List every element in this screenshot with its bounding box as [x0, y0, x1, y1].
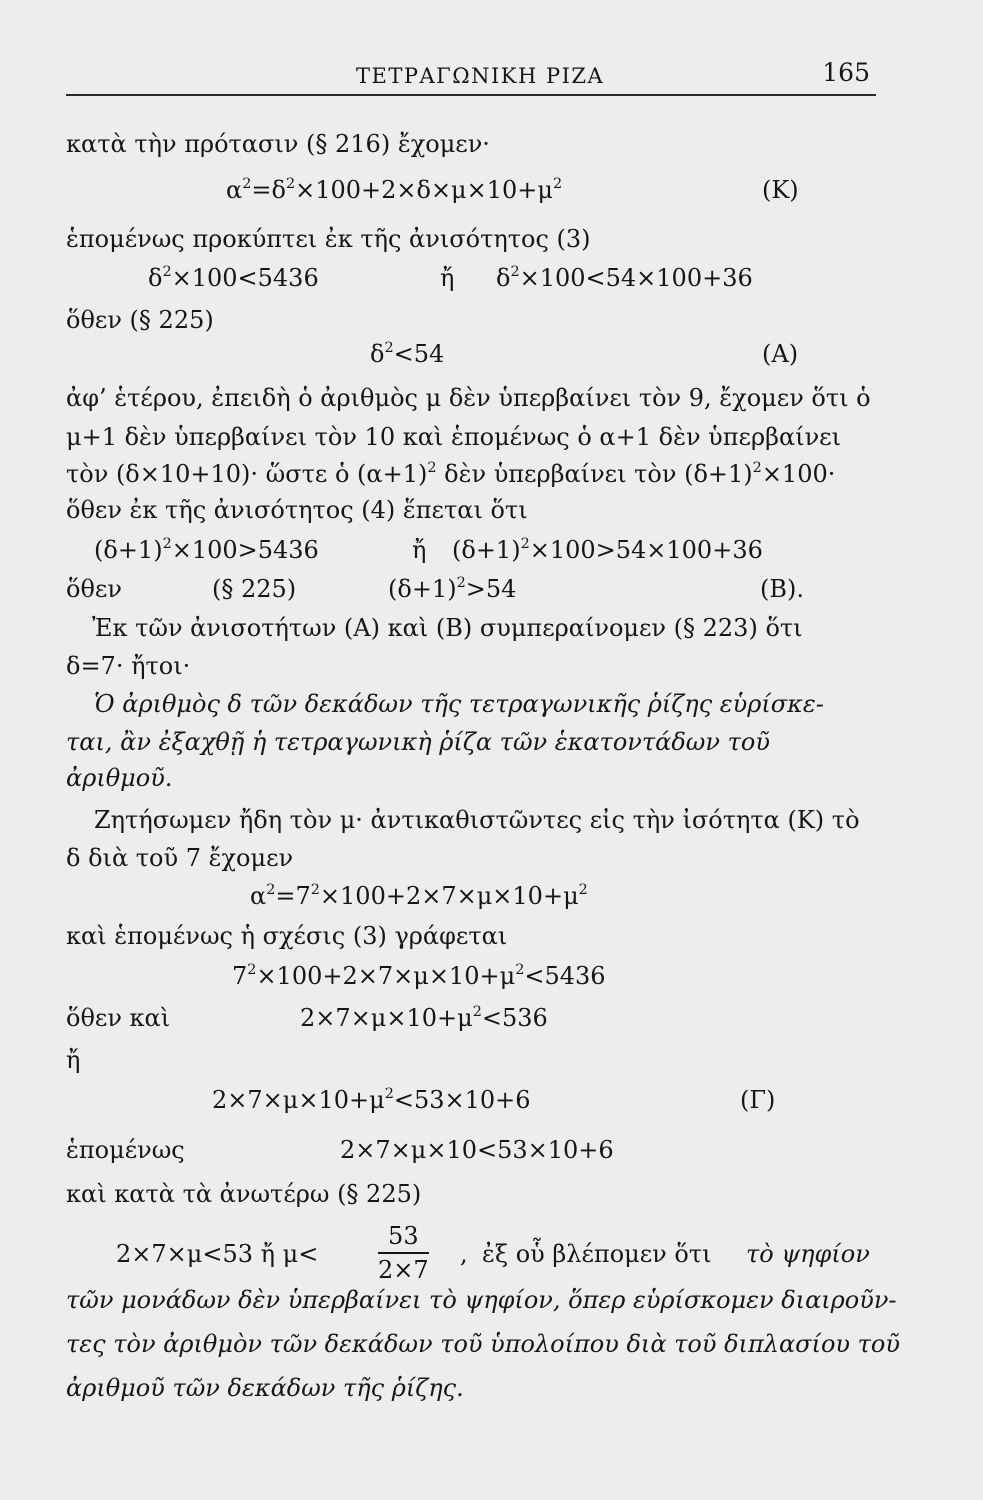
text-line: (§ 225)	[212, 575, 297, 603]
text-line: Ἐκ τῶν ἀνισοτήτων (Α) καὶ (Β) συμπεραίνομεν (§ 223) ὅτι	[92, 614, 803, 642]
header-rule	[66, 94, 876, 96]
text-line: μ+1 δὲν ὑπερβαίνει τὸν 10 καὶ ἑπομένως ὁ α+1 δὲν ὑπερβαίνει	[66, 423, 842, 451]
text-line: κατὰ τὴν πρότασιν (§ 216) ἔχομεν·	[66, 130, 490, 158]
text-line: καὶ ἑπομένως ἡ σχέσις (3) γράφεται	[66, 922, 508, 950]
formula-line: $\delta^2\times 100<5436$	[148, 263, 319, 292]
formula-line: $(\delta+1)^2\times 100>5436$	[94, 535, 319, 564]
equation-label-K: (Κ)	[762, 176, 799, 204]
formula-or: ἤ	[440, 264, 455, 292]
text-line: ἑπομένως	[66, 1136, 185, 1164]
formula-line: 2×7×μ×10<53×10+6	[340, 1136, 614, 1164]
text-line: δ διὰ τοῦ 7 ἔχομεν	[66, 844, 294, 872]
fraction-numerator: 53	[378, 1222, 429, 1254]
text-line: ὅθεν ἐκ τῆς ἀνισότητος (4) ἕπεται ὅτι	[66, 496, 528, 524]
formula-line: $\delta^2\times 100<54\times 100+36$	[496, 263, 753, 292]
formula-line: $\alpha^2=7^2\times 100+2\times 7\times\mu\times 10+\mu^2$	[250, 881, 588, 910]
text-line: δ=7· ἤτοι·	[66, 652, 191, 680]
formula-B: $(\delta+1)^2>54$	[388, 574, 517, 603]
formula-line: $2\times 7\times\mu\times 10+\mu^2<536$	[300, 1003, 548, 1032]
page-header	[66, 58, 876, 98]
text-line: ὅθεν καὶ	[66, 1004, 171, 1032]
italic-line: ἀριθμοῦ.	[66, 764, 173, 792]
text-line: ἤ	[66, 1046, 81, 1074]
formula-line: 2×7×μ<53 ἤ μ<	[116, 1240, 319, 1268]
punctuation: ,	[460, 1240, 468, 1268]
text-line: τὸν (δ×10+10)· ὥστε ὁ $(\alpha+1)^2$ δὲν ὑπερβαίνει τὸν $(\delta+1)^2\times 100\cdot$	[66, 459, 836, 488]
text-line: ἐξ οὗ βλέπομεν ὅτι	[482, 1240, 712, 1268]
text-line: Ζητήσωμεν ἤδη τὸν μ· ἀντικαθιστῶντες εἰς τὴν ἰσότητα (Κ) τὸ	[94, 806, 860, 834]
text-line: ἑπομένως προκύπτει ἐκ τῆς ἀνισότητος (3)	[66, 225, 591, 253]
italic-line: ἀριθμοῦ τῶν δεκάδων τῆς ῥίζης.	[66, 1374, 464, 1402]
fraction-denominator: 2×7	[378, 1256, 429, 1284]
formula-line: $7^2\times 100+2\times 7\times\mu\times 10+\mu^2<5436$	[232, 961, 606, 990]
formula-K: $\alpha^2=\delta^2\times 100+2\times\delta\times\mu\times 10+\mu^2$	[226, 175, 563, 204]
text-line: ὅθεν	[66, 575, 122, 603]
text-line: καὶ κατὰ τὰ ἀνωτέρω (§ 225)	[66, 1180, 422, 1208]
formula-G: $2\times 7\times\mu\times 10+\mu^2<53\times 10+6$	[212, 1085, 531, 1114]
italic-line: τες τὸν ἀριθμὸν τῶν δεκάδων τοῦ ὑπολοίπου διὰ τοῦ διπλασίου τοῦ	[66, 1330, 900, 1358]
text-line: ὅθεν (§ 225)	[66, 306, 214, 334]
page-number: 165	[822, 58, 870, 87]
formula-line: $(\delta+1)^2\times 100>54\times 100+36$	[452, 535, 763, 564]
italic-line: Ὁ ἀριθμὸς δ τῶν δεκάδων τῆς τετραγωνικῆς ῥίζης εὑρίσκε-	[94, 690, 824, 718]
equation-label-A: (Α)	[762, 340, 799, 368]
equation-label-G: (Γ)	[740, 1086, 776, 1114]
formula-or: ἤ	[412, 536, 427, 564]
equation-label-B: (Β).	[760, 575, 804, 603]
running-title: ΤΕΤΡΑΓΩΝΙΚΗ ΡΙΖΑ	[356, 64, 605, 88]
italic-line: τῶν μονάδων δὲν ὑπερβαίνει τὸ ψηφίον, ὅπερ εὑρίσκομεν διαιροῦν-	[66, 1286, 897, 1314]
italic-line: ται, ἂν ἐξαχθῇ ἡ τετραγωνικὴ ῥίζα τῶν ἑκατοντάδων τοῦ	[66, 728, 770, 756]
fraction	[378, 1222, 429, 1284]
italic-line: τὸ ψηφίον	[746, 1240, 870, 1268]
formula-A: $\delta^2<54$	[370, 339, 445, 368]
text-line: ἀφ’ ἑτέρου, ἐπειδὴ ὁ ἀριθμὸς μ δὲν ὑπερβαίνει τὸν 9, ἔχομεν ὅτι ὁ	[66, 384, 871, 412]
